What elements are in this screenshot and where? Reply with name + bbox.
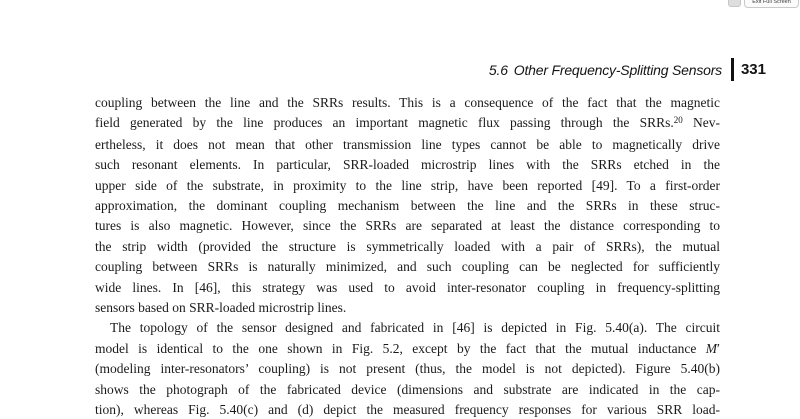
viewer-icon-button[interactable] bbox=[728, 0, 741, 7]
footnote-marker: 20 bbox=[673, 114, 683, 125]
text-line: coupling between the line and the SRRs results. This is a consequence of the fact that the magnetic bbox=[95, 95, 720, 110]
running-header bbox=[489, 58, 766, 81]
text-line: (modeling inter-resonators’ coupling) is not present (thus, the model is not depicted). Figure 5.40(b) bbox=[95, 361, 720, 377]
text-line: shows the photograph of the fabricated device (dimensions and substrate are indicated in the cap- bbox=[95, 381, 720, 397]
text-line: sensors based on SRR-loaded microstrip lines. bbox=[95, 300, 347, 316]
text-line: model is identical to the one shown in Fig. 5.2, except by the fact that the mutual inductance M′ bbox=[95, 340, 720, 356]
section-number: 5.6 bbox=[488, 61, 508, 78]
text-line: tion), whereas Fig. 5.40(c) and (d) depict the measured frequency responses for various SRR load- bbox=[95, 402, 720, 418]
text-line: the strip width (provided the structure is symmetrically loaded with a pair of SRRs), the mutual bbox=[95, 238, 720, 254]
page-number: 331 bbox=[740, 61, 766, 78]
exit-fullscreen-button[interactable]: Exit Full Screen bbox=[744, 0, 799, 8]
text-line: The topology of the sensor designed and fabricated in [46] is depicted in Fig. 5.40(a). The circuit bbox=[110, 320, 720, 336]
text-line: coupling between SRRs is naturally minimized, and such coupling can be neglected for sufficiently bbox=[95, 259, 720, 275]
text-line: wide lines. In [46], this strategy was used to avoid inter-resonator coupling in frequency-splitting bbox=[95, 279, 720, 295]
text-line: approximation, the dominant coupling mechanism between the line and the SRRs in these struc- bbox=[95, 198, 720, 214]
text-line: tures is also magnetic. However, since the SRRs are separated at least the distance corresponding to bbox=[95, 218, 720, 234]
text-line: such resonant elements. In particular, SRR-loaded microstrip lines with the SRRs etched in the bbox=[95, 157, 720, 173]
body-text bbox=[95, 93, 720, 419]
text-line: upper side of the substrate, in proximity to the line strip, have been reported [49]. To a first-order bbox=[95, 177, 720, 193]
header-title bbox=[489, 62, 722, 78]
header-divider bbox=[731, 58, 734, 81]
section-title: Other Frequency-Splitting Sensors bbox=[513, 61, 722, 78]
text-line: field generated by the line produces an important magnetic flux passing through the SRRs.$^{20}$ Nev- bbox=[95, 114, 720, 131]
text-line: ertheless, it does not mean that other transmission line types cannot be able to magnetically drive bbox=[95, 136, 720, 152]
